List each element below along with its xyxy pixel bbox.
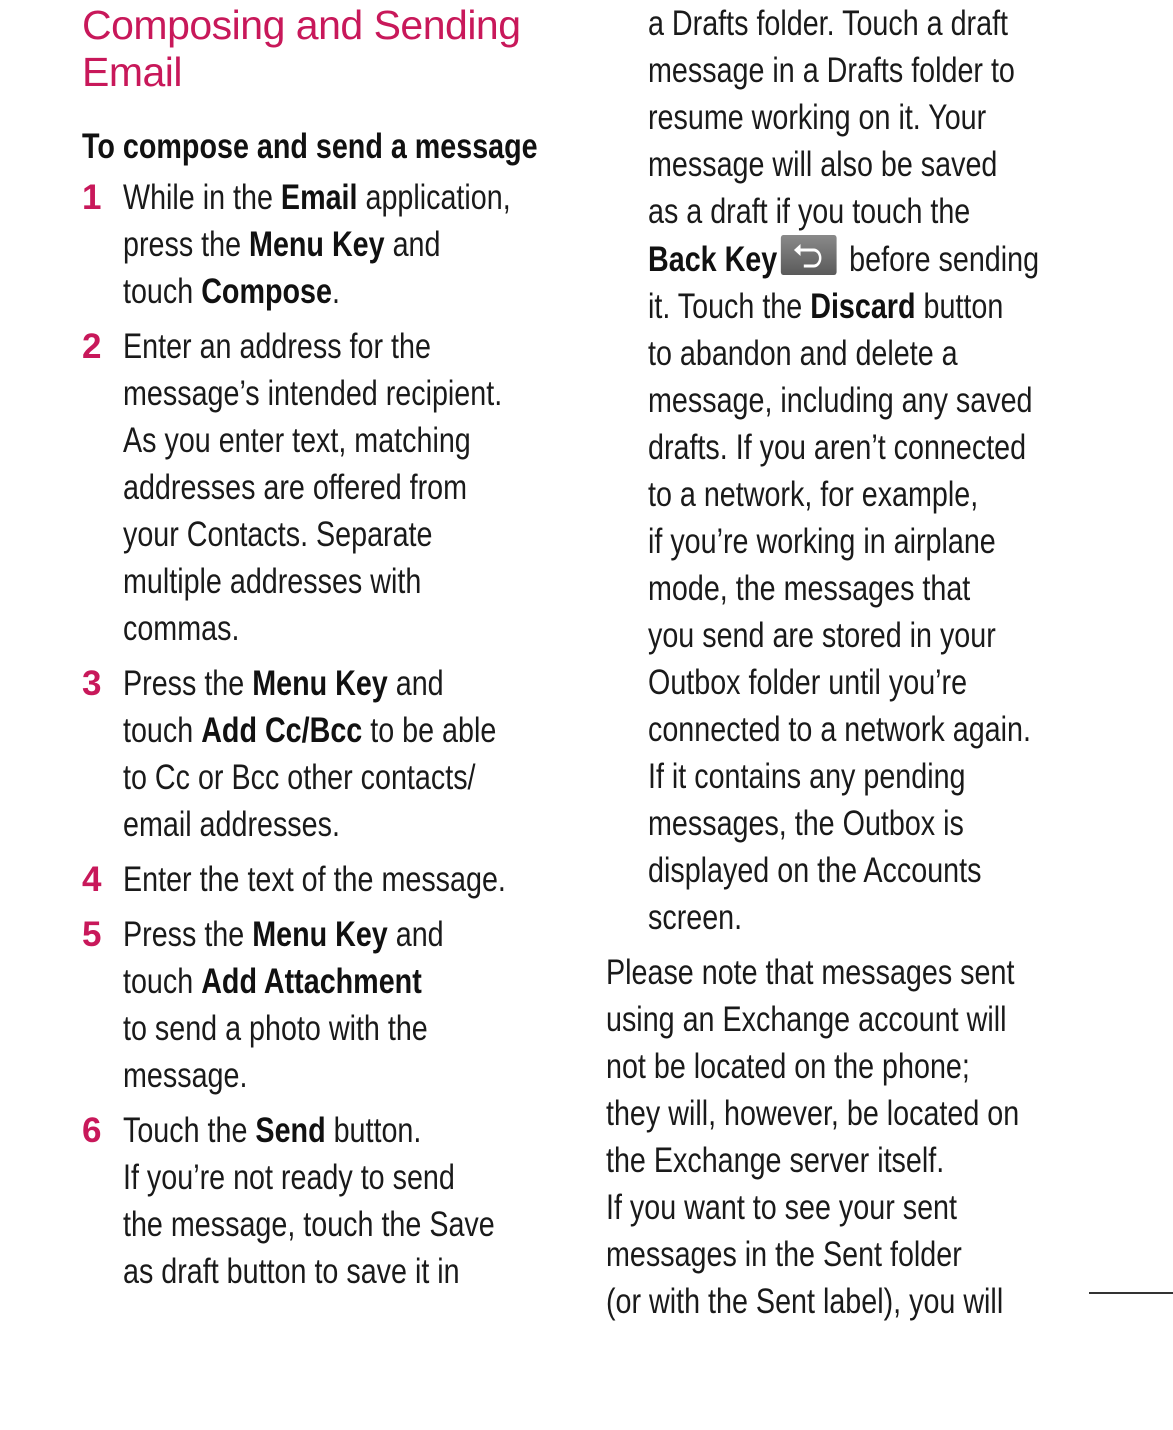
- text-run: message.: [123, 1056, 248, 1095]
- note-line: [606, 996, 1016, 1043]
- text-run: as a draft if you touch the: [648, 192, 971, 231]
- bold-term: Menu Key: [252, 915, 388, 954]
- step-number: 1: [82, 178, 102, 217]
- text-run: using an Exchange account will: [606, 1000, 1007, 1039]
- note-line: [606, 1090, 1020, 1137]
- bold-term: Discard: [810, 287, 916, 326]
- step6-line: [648, 377, 1033, 424]
- bold-term: Menu Key: [252, 664, 388, 703]
- note-line: [606, 1231, 1016, 1278]
- text-run: (or with the Sent label), you will: [606, 1282, 1004, 1321]
- step6-line: [648, 141, 1024, 188]
- text-run: touch: [123, 962, 202, 1001]
- text-run: your Contacts. Separate: [123, 515, 433, 554]
- text-run: If it contains any pending: [648, 757, 966, 796]
- step6-line: [648, 800, 1024, 847]
- text-run: they will, however, be located on: [606, 1094, 1020, 1133]
- step-item: [82, 323, 572, 652]
- right-column: [606, 0, 1106, 1325]
- step-number: 3: [82, 664, 102, 703]
- step-line: [123, 707, 497, 754]
- text-run: message will also be saved: [648, 145, 998, 184]
- text-run: the Exchange server itself.: [606, 1141, 945, 1180]
- step-line: [123, 801, 491, 848]
- text-run: drafts. If you aren’t connected: [648, 428, 1027, 467]
- text-run: it. Touch the: [648, 287, 811, 326]
- step-line: [123, 464, 491, 511]
- note-line: [606, 949, 1016, 996]
- text-run: and: [387, 915, 444, 954]
- text-run: to a network, for example,: [648, 475, 979, 514]
- left-column: [82, 0, 572, 1303]
- step-line: [123, 911, 491, 958]
- steps-list: [82, 174, 572, 1295]
- step6-line: [648, 47, 1024, 94]
- text-run: to be able: [362, 711, 497, 750]
- text-run: touch: [123, 272, 202, 311]
- step-line: [123, 1201, 495, 1248]
- text-run: Please note that messages sent: [606, 953, 1015, 992]
- note-paragraph: [606, 949, 1106, 1325]
- section-title-line2: Email: [82, 49, 183, 95]
- step6-line: [648, 94, 1024, 141]
- step-line: [123, 221, 491, 268]
- text-run: before sending: [841, 240, 1040, 279]
- text-run: button: [915, 287, 1004, 326]
- section-title-line1: Composing and Sending: [82, 2, 521, 48]
- step-line: [123, 323, 491, 370]
- text-run: messages in the Sent folder: [606, 1235, 962, 1274]
- step6-line: [648, 659, 1024, 706]
- back-key-icon: [781, 235, 837, 275]
- bold-term: Back Key: [648, 240, 778, 279]
- sub-heading: To compose and send a message: [82, 127, 538, 166]
- step-line: [123, 1248, 491, 1295]
- text-run: Press the: [123, 915, 253, 954]
- text-run: touch: [123, 711, 202, 750]
- step-line: [123, 754, 491, 801]
- text-run: As you enter text, matching: [123, 421, 471, 460]
- step6-line: [648, 894, 1024, 941]
- step6-continued: [606, 0, 1106, 941]
- text-run: email addresses.: [123, 805, 340, 844]
- step6-line: [648, 847, 1024, 894]
- step-item: [82, 174, 572, 315]
- step-line: [123, 1005, 491, 1052]
- text-run: to abandon and delete a: [648, 334, 958, 373]
- text-run: commas.: [123, 609, 240, 648]
- step-number: 4: [82, 860, 102, 899]
- text-run: the message, touch the Save: [123, 1205, 495, 1244]
- text-run: resume working on it. Your: [648, 98, 987, 137]
- text-run: .: [331, 272, 340, 311]
- text-run: not be located on the phone;: [606, 1047, 970, 1086]
- text-run: and: [387, 664, 444, 703]
- step-line: [123, 958, 491, 1005]
- text-run: and: [384, 225, 441, 264]
- step-number: 2: [82, 327, 102, 366]
- step6-line: [648, 706, 1031, 753]
- text-run: If you’re not ready to send: [123, 1158, 455, 1197]
- text-run: you send are stored in your: [648, 616, 996, 655]
- step-line: [123, 1052, 491, 1099]
- note-line: [606, 1043, 1016, 1090]
- step-item: [82, 1107, 572, 1295]
- bold-term: Menu Key: [249, 225, 385, 264]
- step6-line: [648, 0, 1024, 47]
- text-run: Outbox folder until you’re: [648, 663, 968, 702]
- text-run: message’s intended recipient.: [123, 374, 503, 413]
- text-run: press the: [123, 225, 250, 264]
- text-run: Enter an address for the: [123, 327, 431, 366]
- step-line: [123, 511, 491, 558]
- text-run: displayed on the Accounts: [648, 851, 982, 890]
- step6-line: [648, 283, 1024, 330]
- step-line: [123, 417, 491, 464]
- step-line: [123, 605, 491, 652]
- text-run: a Drafts folder. Touch a draft: [648, 4, 1009, 43]
- note-line: [606, 1137, 1016, 1184]
- text-run: to Cc or Bcc other contacts/: [123, 758, 476, 797]
- step6-line: [648, 612, 1024, 659]
- step6-line: [648, 188, 1024, 235]
- step6-line: [648, 518, 1024, 565]
- text-run: multiple addresses with: [123, 562, 422, 601]
- step6-line: [648, 235, 1040, 283]
- step-line: [123, 370, 503, 417]
- text-run: to send a photo with the: [123, 1009, 428, 1048]
- step-line: [123, 660, 491, 707]
- step6-line: [648, 753, 1024, 800]
- bold-term: Email: [280, 178, 358, 217]
- text-run: addresses are offered from: [123, 468, 468, 507]
- step-item: [82, 856, 572, 903]
- text-run: application,: [357, 178, 511, 217]
- text-run: message in a Drafts folder to: [648, 51, 1015, 90]
- step-number: 6: [82, 1111, 102, 1150]
- note-line: [606, 1278, 1016, 1325]
- text-run: messages, the Outbox is: [648, 804, 964, 843]
- text-run: message, including any saved: [648, 381, 1033, 420]
- bold-term: Compose: [201, 272, 332, 311]
- step6-line: [648, 330, 1024, 377]
- page-rule: [1089, 1292, 1173, 1294]
- note-line: [606, 1184, 1016, 1231]
- step6-line: [648, 471, 1024, 518]
- text-run: Touch the: [123, 1111, 256, 1150]
- step6-line: [648, 424, 1027, 471]
- text-run: connected to a network again.: [648, 710, 1031, 749]
- step-item: [82, 660, 572, 848]
- step-line: [123, 856, 506, 903]
- bold-term: Add Cc/Bcc: [201, 711, 363, 750]
- section-title: [82, 0, 572, 96]
- text-run: if you’re working in airplane: [648, 522, 996, 561]
- step-number: 5: [82, 915, 102, 954]
- text-run: screen.: [648, 898, 743, 937]
- text-run: Enter the text of the message.: [123, 860, 506, 899]
- bold-term: Send: [255, 1111, 326, 1150]
- step-line: [123, 174, 511, 221]
- text-run: While in the: [123, 178, 281, 217]
- text-run: Press the: [123, 664, 253, 703]
- step-line: [123, 558, 491, 605]
- step-item: [82, 911, 572, 1099]
- step-line: [123, 1107, 491, 1154]
- bold-term: Add Attachment: [201, 962, 422, 1001]
- step-line: [123, 268, 491, 315]
- text-run: button.: [325, 1111, 422, 1150]
- text-run: If you want to see your sent: [606, 1188, 957, 1227]
- text-run: as draft button to save it in: [123, 1252, 460, 1291]
- step6-line: [648, 565, 1024, 612]
- text-run: mode, the messages that: [648, 569, 971, 608]
- step-line: [123, 1154, 491, 1201]
